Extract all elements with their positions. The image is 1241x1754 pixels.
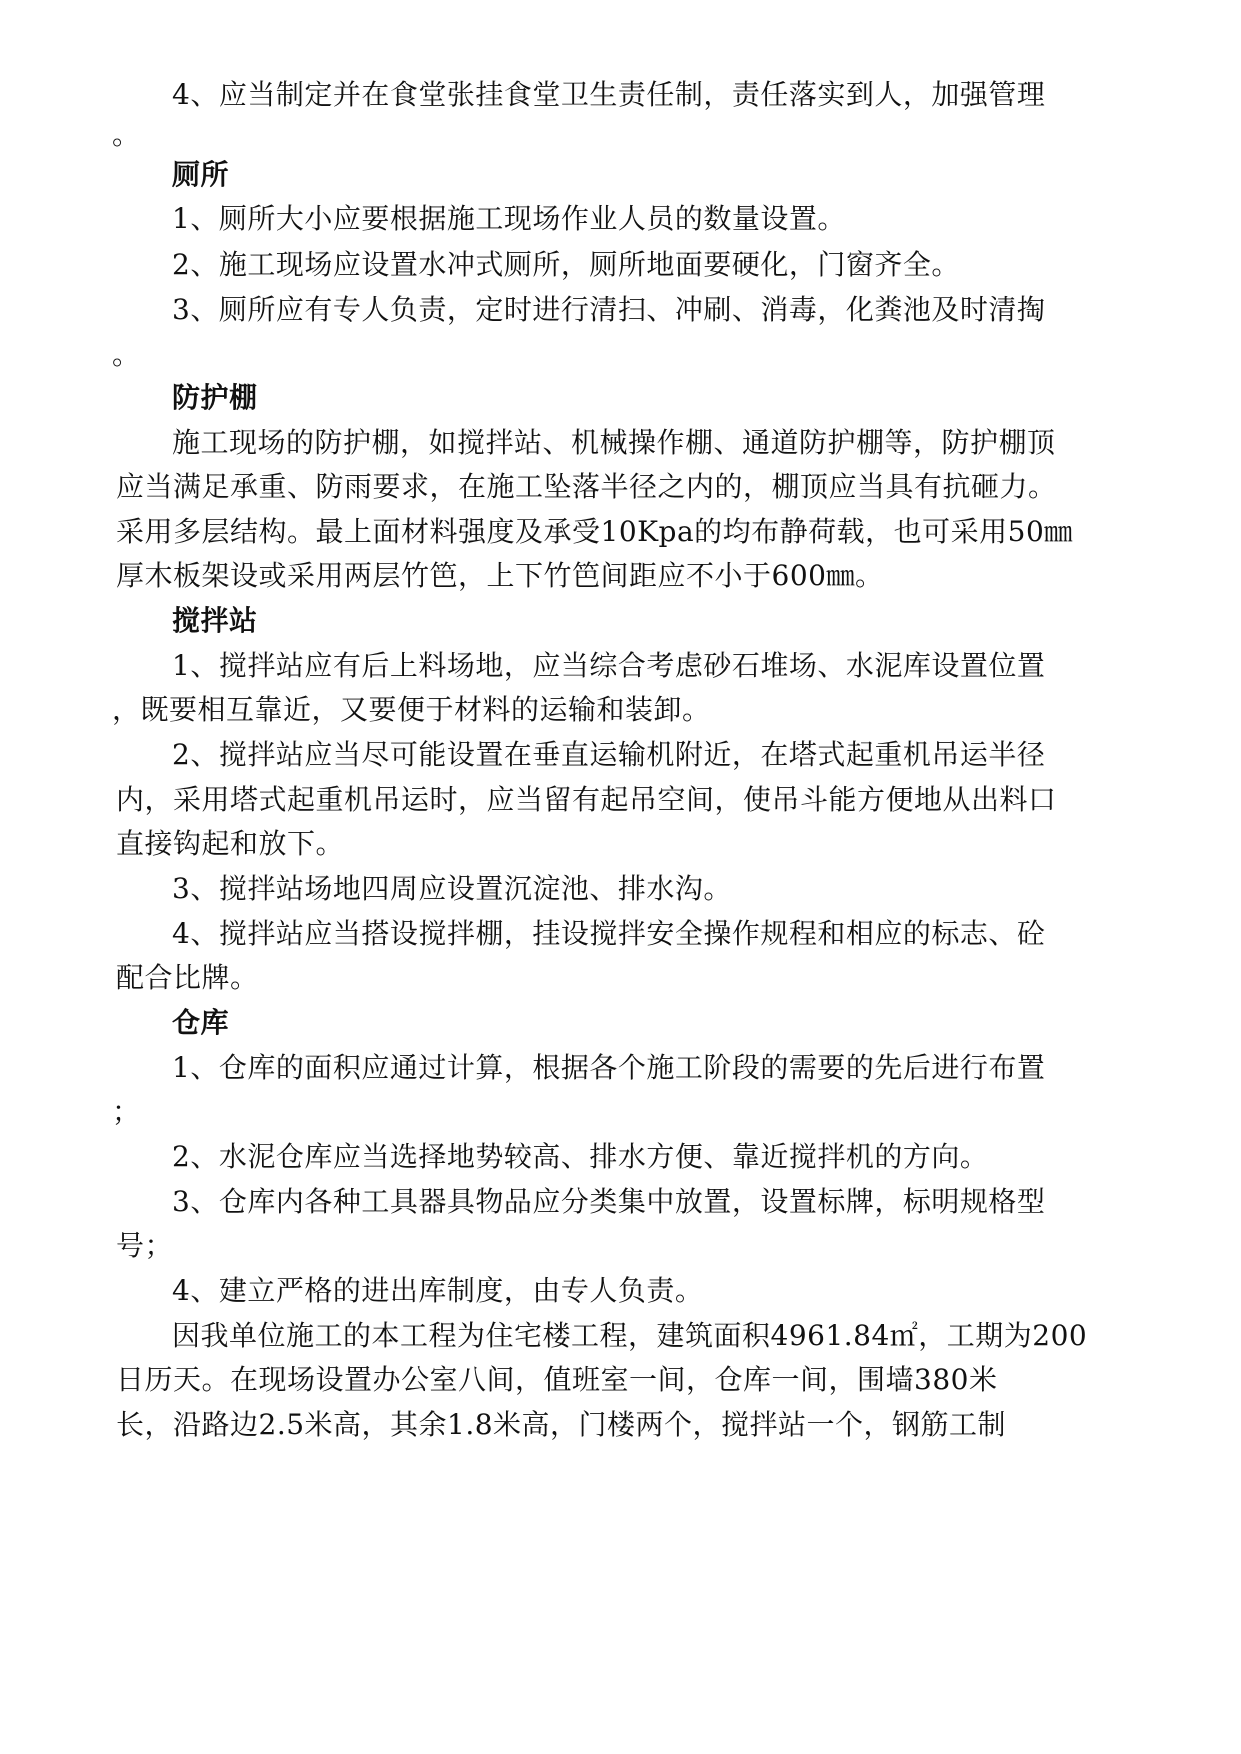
warehouse-item-3: 3、仓库内各种工具器具物品应分类集中放置，设置标牌，标明规格型 xyxy=(172,1185,1046,1218)
section-heading-mixing: 搅拌站 xyxy=(172,604,258,637)
mixing-item-4-cont: 配合比牌。 xyxy=(116,961,259,994)
mixing-item-4: 4、搅拌站应当搭设搅拌棚，挂设搅拌安全操作规程和相应的标志、砼 xyxy=(172,917,1046,950)
mixing-item-1: 1、搅拌站应有后上料场地，应当综合考虑砂石堆场、水泥库设置位置 xyxy=(172,649,1046,682)
warehouse-item-1-tail: ； xyxy=(112,1095,141,1128)
warehouse-item-4: 4、建立严格的进出库制度，由专人负责。 xyxy=(172,1274,704,1307)
section-heading-toilet: 厕所 xyxy=(172,158,230,191)
warehouse-item-2: 2、水泥仓库应当选择地势较高、排水方便、靠近搅拌机的方向。 xyxy=(172,1140,989,1173)
shed-paragraph-line: 施工现场的防护棚，如搅拌站、机械操作棚、通道防护棚等，防护棚顶 xyxy=(172,426,1056,459)
kitchen-item-4-tail: 。 xyxy=(112,118,141,151)
mixing-item-2-cont: 直接钩起和放下。 xyxy=(116,827,345,860)
mixing-item-3: 3、搅拌站场地四周应设置沉淀池、排水沟。 xyxy=(172,872,732,905)
summary-line: 日历天。在现场设置办公室八间，值班室一间，仓库一间，围墙380米 xyxy=(116,1363,998,1396)
section-heading-warehouse: 仓库 xyxy=(172,1006,230,1039)
toilet-item-2: 2、施工现场应设置水冲式厕所，厕所地面要硬化，门窗齐全。 xyxy=(172,248,960,281)
section-heading-shed: 防护棚 xyxy=(172,381,258,414)
warehouse-item-1: 1、仓库的面积应通过计算，根据各个施工阶段的需要的先后进行布置 xyxy=(172,1051,1046,1084)
mixing-item-2-cont: 内，采用塔式起重机吊运时，应当留有起吊空间，使吊斗能方便地从出料口 xyxy=(116,783,1057,816)
shed-paragraph-line: 厚木板架设或采用两层竹笆，上下竹笆间距应不小于600㎜。 xyxy=(116,559,884,592)
summary-line: 长，沿路边2.5米高，其余1.8米高，门楼两个，搅拌站一个，钢筋工制 xyxy=(116,1408,1007,1441)
toilet-item-1: 1、厕所大小应要根据施工现场作业人员的数量设置。 xyxy=(172,202,846,235)
kitchen-item-4: 4、应当制定并在食堂张挂食堂卫生责任制，责任落实到人，加强管理 xyxy=(172,78,1046,111)
mixing-item-1-cont: ，既要相互靠近，又要便于材料的运输和装卸。 xyxy=(112,693,711,726)
warehouse-item-3-cont: 号； xyxy=(116,1229,174,1262)
summary-line: 因我单位施工的本工程为住宅楼工程，建筑面积4961.84㎡，工期为200 xyxy=(172,1319,1088,1352)
shed-paragraph-line: 采用多层结构。最上面材料强度及承受10Kpa的均布静荷载，也可采用50㎜ xyxy=(116,515,1073,548)
toilet-item-3: 3、厕所应有专人负责，定时进行清扫、冲刷、消毒，化粪池及时清掏 xyxy=(172,293,1046,326)
toilet-item-3-tail: 。 xyxy=(112,338,141,371)
mixing-item-2: 2、搅拌站应当尽可能设置在垂直运输机附近，在塔式起重机吊运半径 xyxy=(172,738,1046,771)
shed-paragraph-line: 应当满足承重、防雨要求，在施工坠落半径之内的，棚顶应当具有抗砸力。 xyxy=(116,470,1057,503)
